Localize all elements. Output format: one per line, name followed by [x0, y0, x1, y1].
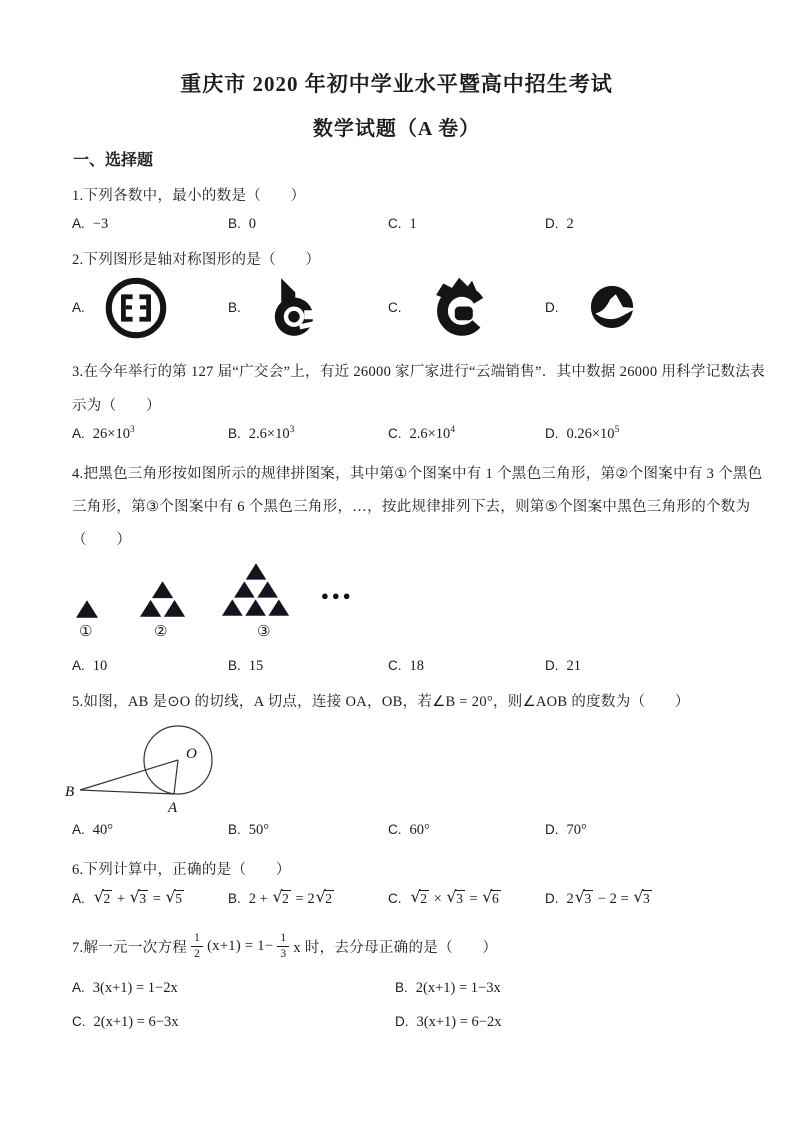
q5-option-b: B. 50°: [228, 822, 270, 838]
q6-option-c: C. √ 2 × √ 3 = √ 6: [388, 887, 499, 907]
q1-option-d: D. 2: [545, 216, 574, 232]
point-b-label: B: [65, 784, 75, 800]
q2-option-a-label: A.: [72, 300, 85, 315]
page-title: 重庆市 2020 年初中学业水平暨高中招生考试: [180, 72, 613, 96]
q4-stem-line3: （ ）: [72, 532, 132, 548]
pattern-label-1: ①: [79, 624, 93, 640]
q2-options: [72, 270, 752, 354]
sqrt-radical: √ 6: [482, 887, 499, 906]
pattern-label-2: ②: [154, 624, 168, 640]
q5-options: [72, 822, 752, 846]
q4-options: [72, 658, 752, 682]
triangle-pattern-1-figure: [76, 600, 98, 618]
sqrt-radical: √ 2: [315, 887, 333, 906]
q7-options-row2: [72, 1014, 752, 1038]
q1-option-b: B. 0: [228, 216, 257, 232]
q6-option-a: A. √ 2 + √ 3 = √ 5: [72, 887, 182, 907]
q1-stem: 1.下列各数中，最小的数是（ ）: [72, 188, 306, 204]
q4-option-b: B. 15: [228, 658, 264, 674]
triangle-pattern-3-figure: [222, 561, 290, 618]
sqrt-radical: √ 5: [165, 887, 182, 906]
fraction-one-third: $\frac{1}{3}$: [277, 931, 289, 961]
q7-option-b: B. 2(x+1) = 1−3x: [395, 980, 501, 996]
exponent: 4: [450, 425, 456, 435]
q2-option-b-label: B.: [228, 300, 241, 315]
q3-stem-line2: 示为（ ）: [72, 398, 161, 414]
q7-option-c: C. 2(x+1) = 6−3x: [72, 1014, 179, 1030]
b-shape-with-dot-emblem-icon: [262, 270, 326, 348]
q1-option-a: A. −3: [72, 216, 109, 232]
dragon-c-emblem-icon: [424, 272, 500, 344]
pattern-label-3: ③: [257, 624, 271, 640]
point-o-label: O: [186, 746, 197, 762]
exponent: 5: [614, 425, 620, 435]
sqrt-radical: √ 2: [410, 887, 427, 906]
q5-option-a: A. 40°: [72, 822, 114, 838]
sqrt-radical: √ 3: [574, 887, 592, 906]
q6-stem: 6.下列计算中，正确的是（ ）: [72, 862, 291, 878]
tangent-circle-figure: [60, 716, 260, 816]
sqrt-radical: √ 3: [446, 887, 463, 906]
q5-option-c: C. 60°: [388, 822, 430, 838]
q7-stem: 7.解一元一次方程 $\frac{1}{2}$ (x+1) = 1− $\frac{1}{3}$ x 时，去分母正确的是（ ）: [72, 932, 498, 960]
q5-option-d: D. 70°: [545, 822, 587, 838]
q4-option-a: A. 10: [72, 658, 108, 674]
triangle-pattern-2-figure: [140, 580, 186, 618]
exponent: 3: [129, 425, 135, 435]
q7-option-a: A. 3(x+1) = 1−2x: [72, 980, 178, 996]
q4-option-c: C. 18: [388, 658, 424, 674]
q3-option-c: C. $2.6\times 10^4$: [388, 425, 456, 442]
q3-options: [72, 426, 752, 450]
fraction-one-half: $\frac{1}{2}$: [191, 931, 203, 961]
q6-option-b: B. 2 + √ 2 = 2 √ 2: [228, 887, 333, 907]
q3-option-b: B. $2.6\times 10^3$: [228, 425, 295, 442]
q1-options: [72, 216, 752, 240]
q3-option-a: A. $26\times 10^3$: [72, 425, 135, 442]
sqrt-radical: √ 2: [272, 887, 289, 906]
q4-option-d: D. 21: [545, 658, 581, 674]
q1-option-c: C. 1: [388, 216, 417, 232]
ellipsis-dots: ●●●: [321, 588, 354, 603]
q4-stem-line1: 4.把黑色三角形按如图所示的规律拼图案，其中第①个图案中有 1 个黑色三角形，第②个图案中有 3 个黑色: [72, 466, 763, 482]
q5-stem: 5.如图，AB 是⊙O 的切线，A 切点，连接 OA，OB，若∠B = 20°，则∠AOB 的度数为（ ）: [72, 694, 690, 710]
sqrt-radical: √ 2: [93, 887, 111, 906]
icbc-ring-emblem-icon: [102, 274, 170, 342]
point-a-label: A: [168, 800, 178, 816]
exponent: 3: [289, 425, 295, 435]
q2-option-c-label: C.: [388, 300, 402, 315]
section-heading: 一、选择题: [73, 152, 154, 169]
q3-option-d: D. $0.26\times 10^5$: [545, 425, 620, 442]
q3-stem-line1: 3.在今年举行的第 127 届“广交会”上，有近 26000 家厂家进行“云端销售”．其中数据 26000 用科学记数法表: [72, 364, 765, 380]
q7-option-d: D. 3(x+1) = 6−2x: [395, 1014, 502, 1030]
q2-stem: 2.下列图形是轴对称图形的是（ ）: [72, 252, 321, 268]
page-subtitle: 数学试题（A 卷）: [312, 118, 481, 140]
sqrt-radical: √ 3: [129, 887, 147, 906]
sqrt-radical: √ 3: [633, 887, 650, 906]
q4-stem-line2: 三角形，第③个图案中有 6 个黑色三角形，…，按此规律排列下去，则第⑤个图案中黑色三角形的个数为: [72, 499, 751, 515]
circle-with-wave-emblem-icon: [580, 274, 644, 340]
q7-options-row1: [72, 980, 752, 1004]
q2-option-d-label: D.: [545, 300, 559, 315]
q6-option-d: D. 2 √ 3 − 2 = √ 3: [545, 887, 650, 907]
q6-options: [72, 887, 752, 914]
